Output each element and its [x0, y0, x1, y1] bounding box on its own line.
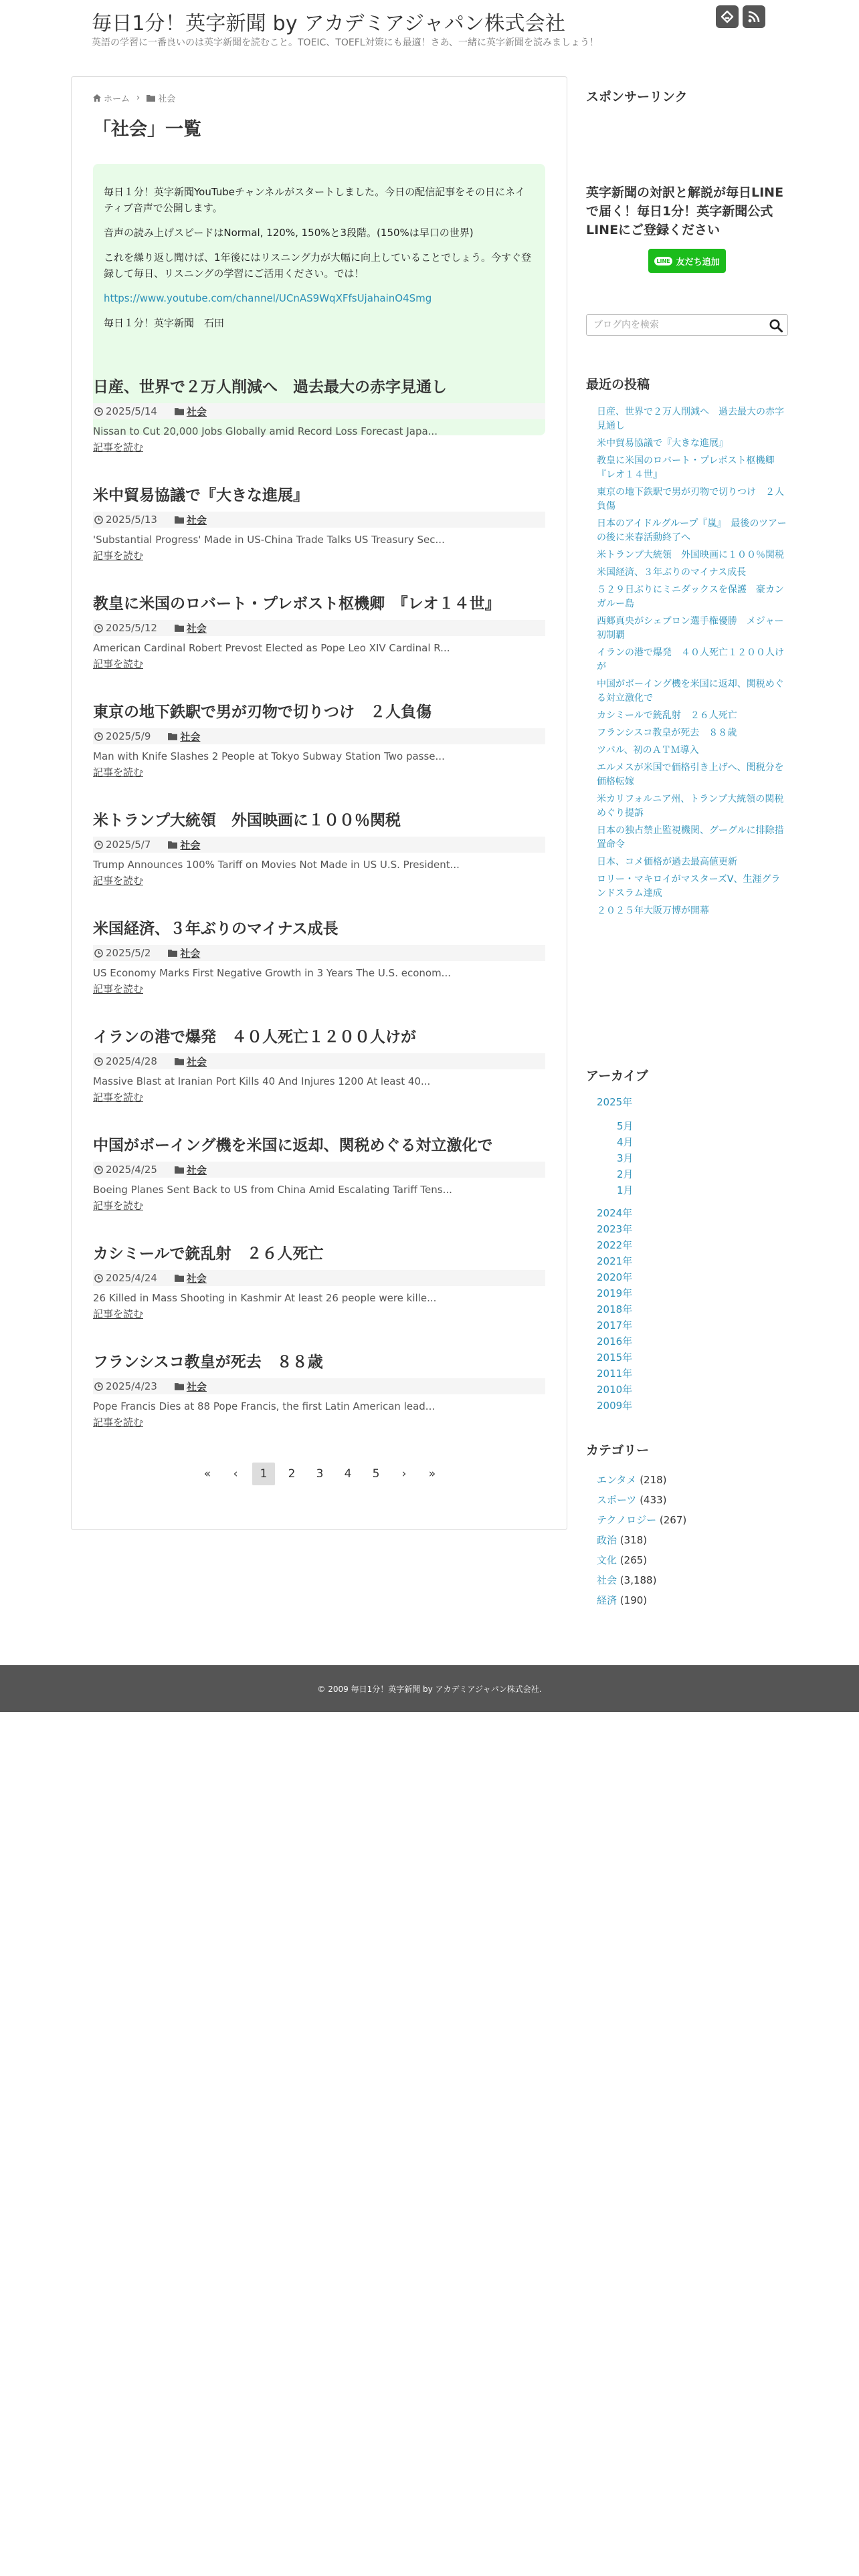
notice-signature: 毎日１分！英字新聞 石田 [104, 317, 225, 329]
post-date-text: 2025/5/7 [106, 839, 151, 851]
post-meta [93, 1162, 545, 1178]
post-meta [93, 1270, 545, 1286]
clock-icon [94, 516, 103, 524]
post-category [175, 621, 207, 635]
category-list [586, 1470, 788, 1610]
list-item [597, 1382, 788, 1398]
folder-icon [168, 949, 177, 957]
archive-year-link[interactable]: 2017年 [597, 1319, 633, 1331]
post-category [168, 730, 200, 744]
list-item [597, 1333, 788, 1350]
recent-post-link[interactable]: カシミールで銃乱射 ２６人死亡 [597, 710, 737, 721]
archive-year-link[interactable]: 2021年 [597, 1255, 633, 1267]
list-item [597, 1350, 788, 1366]
post-title[interactable]: 米トランプ大統領 外国映画に１００％関税 [93, 812, 401, 829]
clock-icon [94, 949, 103, 958]
line-add-friend-button[interactable] [648, 249, 726, 273]
folder-icon [175, 1382, 184, 1390]
category-link[interactable]: 政治 [597, 1534, 617, 1546]
category-count: (218) [640, 1474, 667, 1486]
post-title[interactable]: 米中貿易協議で『大きな進展』 [93, 487, 308, 504]
read-more-link[interactable]: 記事を読む [93, 441, 144, 453]
list-item [617, 1134, 788, 1150]
list-item [597, 486, 788, 514]
category-link[interactable]: 文化 [597, 1554, 617, 1566]
read-more-link[interactable]: 記事を読む [93, 766, 144, 778]
breadcrumb-current-label: 社会 [158, 94, 176, 104]
archive-year-link[interactable]: 2018年 [597, 1303, 633, 1315]
list-item [597, 646, 788, 674]
post-entry [93, 809, 545, 887]
post-meta [93, 837, 545, 853]
footer-copyright: © 2009 毎日1分！英字新聞 by アカデミアジャパン株式会社. [317, 1684, 542, 1694]
post-category-link[interactable]: 社会 [180, 839, 201, 851]
list-item [597, 405, 788, 433]
post-date-text: 2025/4/23 [106, 1380, 157, 1392]
post-category-link[interactable]: 社会 [186, 405, 207, 418]
category-count: (318) [619, 1534, 648, 1546]
post-category [175, 405, 207, 419]
category-title: カテゴリー [586, 1443, 650, 1458]
post-title[interactable]: イランの港で爆発 ４０人死亡１２００人けが [93, 1029, 416, 1046]
read-more-link[interactable]: 記事を読む [93, 875, 144, 887]
post-date-text: 2025/4/25 [106, 1164, 157, 1176]
post-date [94, 947, 151, 959]
post-entry [93, 1025, 545, 1104]
recent-post-link[interactable]: ２０２５年大阪万博が開幕 [597, 905, 709, 916]
folder-icon [175, 1274, 184, 1282]
post-category [168, 838, 200, 852]
clock-icon [94, 841, 103, 849]
post-excerpt: American Cardinal Robert Prevost Elected as Pope Leo XIV Cardinal R... [93, 642, 450, 654]
pager-page[interactable]: 5 [372, 1467, 380, 1481]
recent-post-link[interactable]: 東京の地下鉄駅で男が刃物で切りつけ ２人負傷 [597, 487, 784, 512]
site-title[interactable]: 毎日1分！英字新聞 by アカデミアジャパン株式会社 [92, 12, 566, 35]
post-date-text: 2025/5/14 [106, 405, 157, 417]
recent-post-link[interactable]: 米トランプ大統領 外国映画に１００％関税 [597, 550, 784, 560]
post-category-link[interactable]: 社会 [180, 947, 201, 960]
blog-search [586, 314, 788, 336]
archive-year-link[interactable]: 2019年 [597, 1287, 633, 1299]
breadcrumb-home[interactable] [93, 92, 130, 104]
recent-post-link[interactable]: フランシスコ教皇が死去 ８８歳 [597, 728, 737, 738]
list-item [597, 1317, 788, 1333]
post-title[interactable]: 米国経済、３年ぶりのマイナス成長 [93, 920, 339, 938]
list-item [597, 855, 788, 869]
category-count: (3,188) [619, 1574, 657, 1586]
archive-month-list [597, 1118, 788, 1198]
post-category-link[interactable]: 社会 [180, 730, 201, 743]
archive-year-link[interactable]: 2020年 [597, 1271, 633, 1283]
post-excerpt: 'Substantial Progress' Made in US-China Trade Talks US Treasury Sec... [93, 534, 445, 546]
post-meta [93, 1378, 545, 1394]
category-count: (267) [659, 1514, 687, 1526]
post-date [94, 1272, 157, 1284]
post-entry [93, 592, 545, 671]
post-category-link[interactable]: 社会 [186, 1164, 207, 1176]
post-meta [93, 945, 545, 961]
archive-month-link[interactable]: 3月 [617, 1152, 634, 1164]
post-entry [93, 375, 545, 454]
post-date [94, 1380, 157, 1392]
list-item [597, 726, 788, 740]
category-count: (190) [619, 1594, 648, 1606]
list-item [597, 566, 788, 580]
post-meta [93, 403, 545, 419]
post-date-text: 2025/4/28 [106, 1055, 157, 1067]
list-item [597, 1253, 788, 1269]
recent-post-link[interactable]: 米国経済、３年ぶりのマイナス成長 [597, 567, 747, 578]
notice-text-1: 毎日１分！英字新聞YouTubeチャンネルがスタートしました。今日の配信記事をその日にネイティブ音声で公開します。 [104, 186, 525, 214]
notice-text-3: これを繰り返し聞けば、1年後にはリスニング力が大幅に向上していることでしょう。今すぐ登録して毎日、リスニングの学習にご活用ください。では！ [104, 251, 531, 280]
read-more-link[interactable]: 記事を読む [93, 1200, 144, 1212]
clock-icon [94, 1057, 103, 1066]
recent-post-link[interactable]: 教皇に米国のロバート・プレボスト枢機卿 『レオ１４世』 [597, 455, 784, 480]
post-title[interactable]: フランシスコ教皇が死去 ８８歳 [93, 1354, 323, 1371]
folder-icon [175, 516, 184, 524]
recent-post-link[interactable]: 日産、世界で２万人削減へ 過去最大の赤字見通し [597, 407, 784, 431]
list-item [597, 615, 788, 643]
post-excerpt: Pope Francis Dies at 88 Pope Francis, the first Latin American lead... [93, 1400, 436, 1412]
site-tagline: 英語の学習に一番良いのは英字新聞を読むこと。TOEIC、TOEFL対策にも最適！さあ、一緒に英字新聞を読みましょう！ [92, 37, 599, 48]
pager-last[interactable]: » [428, 1467, 436, 1481]
folder-icon [175, 407, 184, 415]
list-item [597, 677, 788, 706]
clock-icon [94, 732, 103, 741]
list-item [597, 454, 788, 482]
post-excerpt: 26 Killed in Mass Shooting in Kashmir At least 26 people were kille... [93, 1292, 437, 1304]
post-category-link[interactable]: 社会 [186, 1055, 207, 1068]
post-category [175, 1271, 207, 1285]
list-item [597, 548, 788, 562]
archive-year-link[interactable]: 2009年 [597, 1400, 633, 1412]
clock-icon [94, 1274, 103, 1283]
list-item [597, 517, 788, 545]
recent-post-link[interactable]: 日本の独占禁止監視機関、グーグルに排除措置命令 [597, 825, 784, 850]
archive-year-link[interactable]: 2010年 [597, 1384, 633, 1396]
list-item [597, 1590, 788, 1610]
sponsor-title: スポンサーリンク [586, 90, 688, 104]
list-item [597, 761, 788, 789]
post-excerpt: Trump Announces 100% Tariff on Movies Not Made in US U.S. President... [93, 859, 460, 871]
list-item [597, 904, 788, 918]
search-input[interactable] [587, 315, 761, 335]
list-item [617, 1166, 788, 1182]
list-item [597, 1470, 788, 1490]
category-link[interactable]: テクノロジー [597, 1514, 657, 1526]
post-date-text: 2025/4/24 [106, 1272, 157, 1284]
post-entry [93, 700, 545, 779]
category-count: (433) [640, 1494, 667, 1506]
breadcrumb-home-label: ホーム [104, 94, 130, 104]
youtube-channel-link[interactable]: https://www.youtube.com/channel/UCnAS9WqXFfsUjahainO4Smg [104, 292, 432, 304]
post-title[interactable]: 中国がボーイング機を米国に返却、関税めぐる対立激化で [93, 1137, 493, 1154]
notice-text-2: 音声の読み上げスピードはNormal, 120%, 150%と3段階。(150%は早口の世界) [104, 227, 474, 239]
post-title[interactable]: 日産、世界で２万人削減へ 過去最大の赤字見通し [93, 379, 447, 396]
archive-year-link[interactable]: 2024年 [597, 1207, 633, 1219]
post-date [94, 622, 157, 634]
recent-posts-widget [586, 374, 788, 922]
pager-page[interactable]: 4 [344, 1467, 352, 1481]
recent-post-link[interactable]: 西郷真央がシェブロン選手権優勝 メジャー初制覇 [597, 616, 784, 641]
post-date-text: 2025/5/12 [106, 622, 157, 634]
list-item [597, 437, 788, 451]
category-link[interactable]: スポーツ [597, 1494, 637, 1506]
archive-month-link[interactable]: 1月 [617, 1184, 634, 1196]
clock-icon [94, 1166, 103, 1174]
post-meta [93, 728, 545, 744]
chevron-right-icon: › [136, 93, 140, 103]
post-date-text: 2025/5/13 [106, 514, 157, 526]
post-meta [93, 1053, 545, 1069]
post-title[interactable]: カシミールで銃乱射 ２６人死亡 [93, 1245, 324, 1263]
category-count: (265) [619, 1554, 648, 1566]
post-category [175, 1163, 207, 1177]
recent-post-link[interactable]: エルメスが米国で価格引き上げへ、関税分を価格転嫁 [597, 762, 784, 787]
post-date [94, 1055, 157, 1067]
post-meta [93, 512, 545, 528]
search-icon[interactable] [769, 318, 783, 333]
folder-icon [175, 1057, 184, 1065]
folder-icon [147, 94, 155, 102]
post-category [175, 1380, 207, 1394]
post-date-text: 2025/5/9 [106, 730, 151, 742]
post-category-link[interactable]: 社会 [186, 622, 207, 635]
breadcrumb [93, 92, 175, 104]
list-item [597, 1570, 788, 1590]
post-excerpt: Boeing Planes Sent Back to US from China Amid Escalating Tariff Tens... [93, 1184, 452, 1196]
post-entry [93, 1350, 545, 1429]
pager-page: 1 [252, 1463, 275, 1485]
category-link[interactable]: エンタメ [597, 1474, 637, 1486]
list-item [617, 1150, 788, 1166]
read-more-link[interactable]: 記事を読む [93, 1308, 144, 1320]
post-date [94, 405, 157, 417]
list-item [597, 824, 788, 852]
site-header [0, 0, 859, 60]
post-category-link[interactable]: 社会 [186, 1272, 207, 1285]
list-item [597, 1221, 788, 1237]
archive-month-link[interactable]: 5月 [617, 1120, 634, 1132]
post-title[interactable]: 東京の地下鉄駅で男が刃物で切りつけ ２人負傷 [93, 704, 432, 721]
read-more-link[interactable]: 記事を読む [93, 1091, 144, 1103]
pager-first[interactable]: « [203, 1467, 211, 1481]
list-item [597, 709, 788, 723]
archive-widget [586, 1066, 788, 1414]
clock-icon [94, 1382, 103, 1391]
folder-icon [168, 732, 177, 740]
pagination [72, 1463, 568, 1485]
post-meta [93, 620, 545, 636]
list-item [597, 1398, 788, 1414]
recent-post-link[interactable]: 米カリフォルニア州、トランプ大統領の関税めぐり提訴 [597, 794, 784, 819]
archive-year-link[interactable]: 2025年 [597, 1096, 633, 1108]
post-excerpt: Massive Blast at Iranian Port Kills 40 And Injures 1200 At least 40... [93, 1075, 431, 1087]
list-item [597, 744, 788, 758]
list-item [597, 1490, 788, 1510]
post-date [94, 730, 151, 742]
pager-page[interactable]: 3 [316, 1467, 324, 1481]
archive-list [586, 1094, 788, 1414]
list-item [597, 1530, 788, 1550]
archive-year-link[interactable]: 2022年 [597, 1239, 633, 1251]
archive-year-link[interactable]: 2016年 [597, 1335, 633, 1348]
archive-year-link[interactable]: 2011年 [597, 1368, 633, 1380]
list-item [597, 583, 788, 611]
list-item [597, 873, 788, 901]
site-footer [0, 1665, 859, 1712]
folder-icon [175, 1166, 184, 1174]
archive-month-link[interactable]: 4月 [617, 1136, 634, 1148]
page-title: 「社会」一覧 [93, 119, 201, 140]
post-category [175, 513, 207, 527]
archive-title: アーカイブ [586, 1069, 648, 1083]
post-category [175, 1055, 207, 1069]
category-link[interactable]: 経済 [597, 1594, 617, 1606]
pager-next[interactable]: › [401, 1467, 407, 1481]
list-item [597, 1285, 788, 1301]
post-title[interactable]: 教皇に米国のロバート・プレボスト枢機卿 『レオ１４世』 [93, 595, 500, 613]
list-item [597, 1366, 788, 1382]
post-date [94, 1164, 157, 1176]
list-item [597, 1205, 788, 1221]
recent-post-link[interactable]: 中国がボーイング機を米国に返却、関税めぐる対立激化で [597, 679, 784, 704]
read-more-link[interactable]: 記事を読む [93, 1416, 144, 1428]
breadcrumb-current [147, 92, 175, 104]
post-category [168, 946, 200, 960]
post-date-text: 2025/5/2 [106, 947, 151, 959]
read-more-link[interactable]: 記事を読む [93, 658, 144, 670]
recent-post-link[interactable]: 日本、コメ価格が過去最高値更新 [597, 857, 737, 867]
recent-posts-list [586, 405, 788, 918]
folder-icon [168, 841, 177, 849]
archive-year-link[interactable]: 2015年 [597, 1352, 633, 1364]
category-widget [586, 1440, 788, 1610]
recent-post-link[interactable]: イランの港で爆発 ４０人死亡１２００人けが [597, 647, 784, 672]
list-item [597, 1094, 788, 1198]
archive-year-link[interactable]: 2023年 [597, 1223, 633, 1235]
recent-post-link[interactable]: 日本のアイドルグループ『嵐』 最後のツアーの後に来春活動終了へ [597, 518, 787, 543]
pager-prev[interactable]: ‹ [233, 1467, 238, 1481]
header-icons [716, 5, 765, 28]
post-date [94, 839, 151, 851]
archive-month-link[interactable]: 2月 [617, 1168, 634, 1180]
post-excerpt: US Economy Marks First Negative Growth in 3 Years The U.S. econom... [93, 967, 451, 979]
line-icon: LINE [654, 257, 672, 265]
post-date [94, 514, 157, 526]
pager-page[interactable]: 2 [288, 1467, 296, 1481]
folder-icon [175, 624, 184, 632]
list-item [617, 1118, 788, 1134]
list-item [597, 1301, 788, 1317]
post-entry [93, 1242, 545, 1321]
feedly-icon[interactable] [716, 5, 739, 28]
post-category-link[interactable]: 社会 [186, 1380, 207, 1393]
list-item [617, 1182, 788, 1198]
line-widget-text: 英字新聞の対訳と解説が毎日LINEで届く！毎日1分！英字新聞公式LINEにご登録ください [586, 185, 784, 237]
post-excerpt: Nissan to Cut 20,000 Jobs Globally amid Record Loss Forecast Japa... [93, 425, 438, 437]
line-add-friend-label: 友だち追加 [676, 257, 720, 267]
list-item [597, 792, 788, 821]
post-entry [93, 484, 545, 562]
line-widget [586, 183, 788, 273]
post-excerpt: Man with Knife Slashes 2 People at Tokyo Subway Station Two passe... [93, 750, 445, 762]
list-item [597, 1510, 788, 1530]
home-icon [93, 94, 101, 102]
read-more-link[interactable]: 記事を読む [93, 550, 144, 562]
recent-post-link[interactable]: ５２９日ぶりにミニダックスを保護 豪カンガルー島 [597, 584, 784, 609]
rss-icon[interactable] [743, 5, 765, 28]
clock-icon [94, 624, 103, 633]
recent-posts-title: 最近の投稿 [586, 377, 650, 392]
recent-post-link[interactable]: 米中貿易協議で『大きな進展』 [597, 438, 728, 449]
clock-icon [94, 407, 103, 416]
list-item [597, 1237, 788, 1253]
main-content [71, 76, 567, 1530]
recent-post-link[interactable]: ロリー・マキロイがマスターズV、生涯グランドスラム達成 [597, 874, 781, 899]
post-entry [93, 917, 545, 996]
post-category-link[interactable]: 社会 [186, 514, 207, 526]
list-item [597, 1269, 788, 1285]
read-more-link[interactable]: 記事を読む [93, 983, 144, 995]
category-link[interactable]: 社会 [597, 1574, 617, 1586]
list-item [597, 1550, 788, 1570]
recent-post-link[interactable]: ツバル、初のＡＴＭ導入 [597, 745, 699, 756]
post-entry [93, 1134, 545, 1212]
